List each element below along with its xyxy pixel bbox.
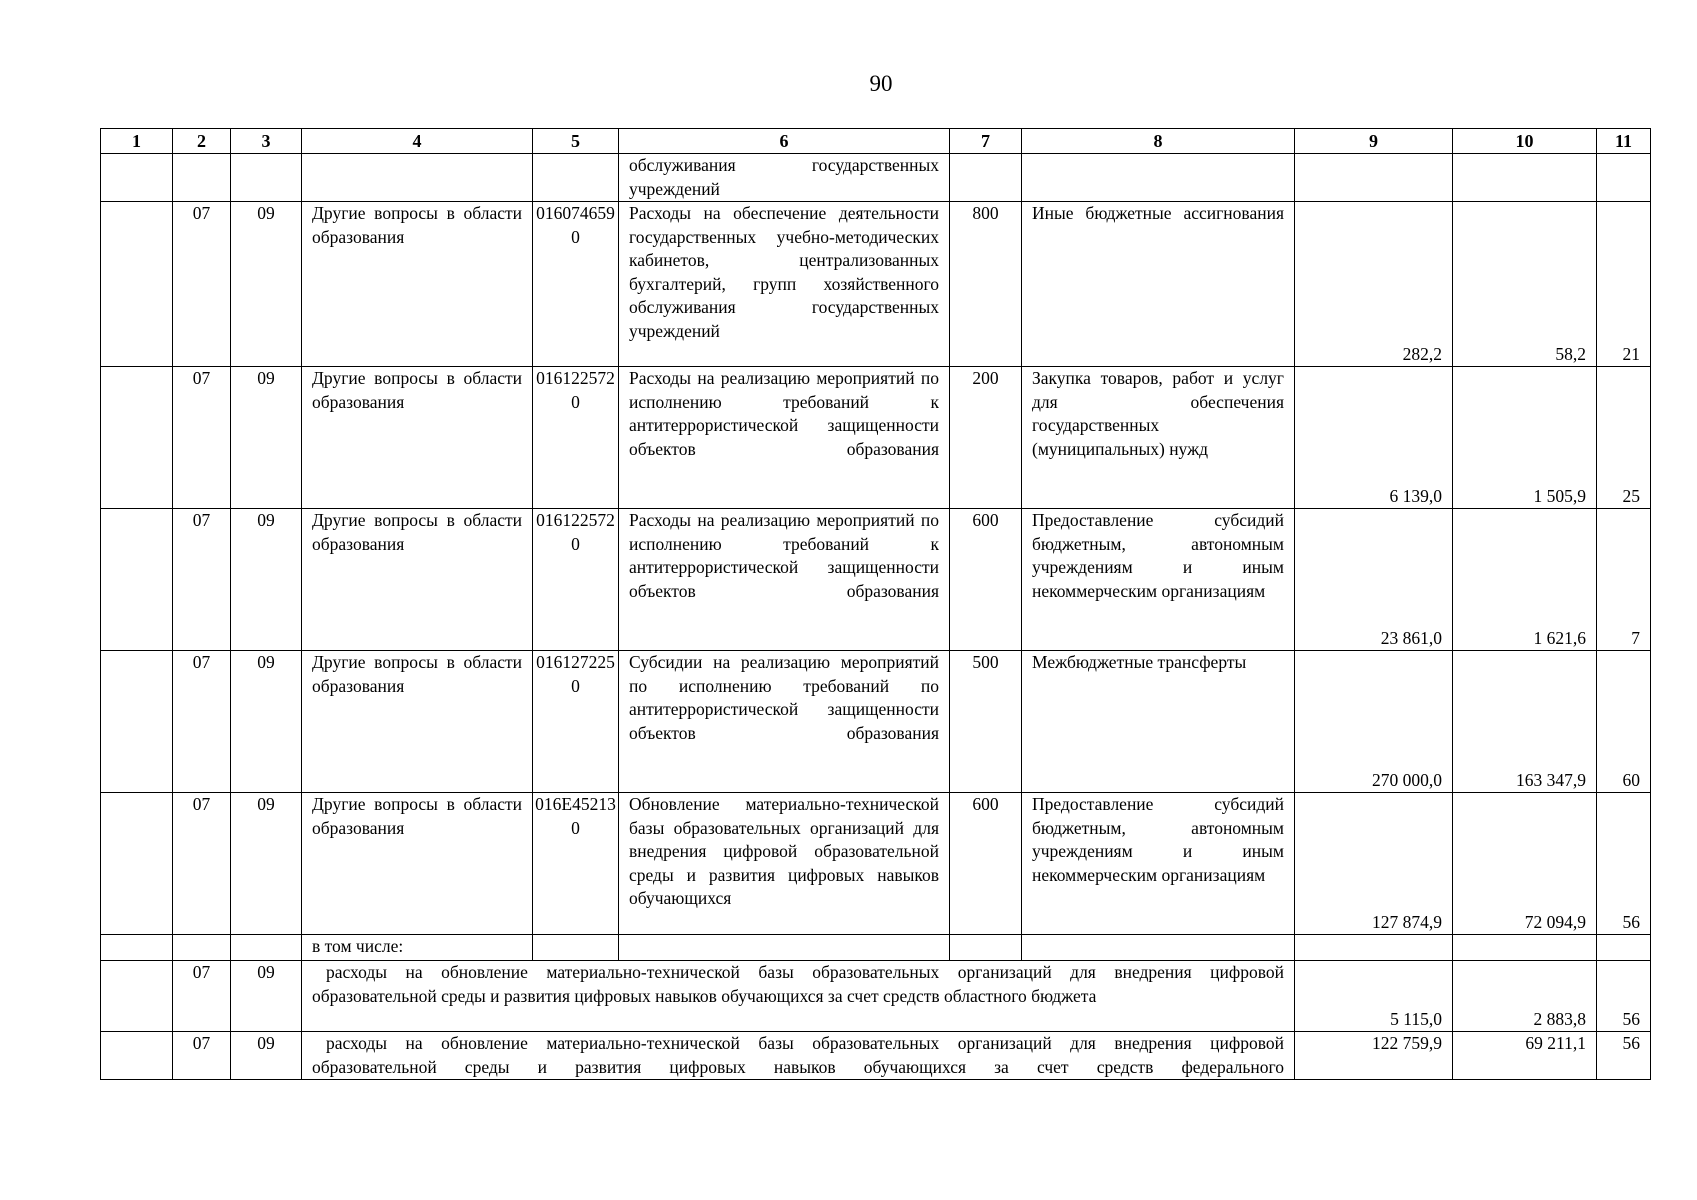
amount-executed: 1 505,9 bbox=[1453, 367, 1597, 509]
table-row-detail bbox=[101, 1032, 1651, 1080]
expense-type-code: 600 bbox=[950, 793, 1022, 935]
subsection-code: 09 bbox=[231, 202, 302, 367]
table-row bbox=[101, 509, 1651, 651]
header-cell: 6 bbox=[619, 129, 950, 154]
subheading-label: в том числе: bbox=[302, 935, 533, 961]
amount-executed: 72 094,9 bbox=[1453, 793, 1597, 935]
expense-type-code: 200 bbox=[950, 367, 1022, 509]
percent-executed: 56 bbox=[1597, 1032, 1651, 1080]
expense-description: Расходы на реализацию мероприятий по исполнению требований к антитеррористической защищенности объектов образования bbox=[619, 367, 950, 509]
header-cell: 1 bbox=[101, 129, 173, 154]
expense-description: Обновление материально-технической базы образовательных организаций для внедрения цифровой образовательной среды и развития цифровых навыков обучающихся bbox=[619, 793, 950, 935]
target-article-code: 0160746590 bbox=[533, 202, 619, 367]
header-cell: 7 bbox=[950, 129, 1022, 154]
subsection-code: 09 bbox=[231, 651, 302, 793]
table-header-row bbox=[101, 129, 1651, 154]
target-article-code: 016E452130 bbox=[533, 793, 619, 935]
percent-executed: 56 bbox=[1597, 961, 1651, 1032]
detail-description: расходы на обновление материально-технической базы образовательных организаций для внедрения цифровой образовательной среды и развития цифровых навыков обучающихся за счет средств областного бюджета bbox=[302, 961, 1295, 1032]
expense-type-name: Межбюджетные трансферты bbox=[1022, 651, 1295, 793]
amount-executed: 58,2 bbox=[1453, 202, 1597, 367]
expense-type-code: 800 bbox=[950, 202, 1022, 367]
amount-executed: 2 883,8 bbox=[1453, 961, 1597, 1032]
detail-description: расходы на обновление материально-технической базы образовательных организаций для внедрения цифровой образовательной среды и развития цифровых навыков обучающихся за счет средств федерального bbox=[302, 1032, 1295, 1080]
page-number: 90 bbox=[869, 71, 893, 96]
section-name: Другие вопросы в области образования bbox=[302, 509, 533, 651]
table-row bbox=[101, 202, 1651, 367]
section-code: 07 bbox=[173, 1032, 231, 1080]
expense-type-name: Предоставление субсидий бюджетным, автономным учреждениям и иным некоммерческим организациям bbox=[1022, 509, 1295, 651]
amount-executed: 1 621,6 bbox=[1453, 509, 1597, 651]
header-cell: 10 bbox=[1453, 129, 1597, 154]
expense-type-name: Иные бюджетные ассигнования bbox=[1022, 202, 1295, 367]
section-code: 07 bbox=[173, 202, 231, 367]
section-code: 07 bbox=[173, 651, 231, 793]
subsection-code: 09 bbox=[231, 1032, 302, 1080]
amount-planned: 5 115,0 bbox=[1295, 961, 1453, 1032]
amount-executed: 69 211,1 bbox=[1453, 1032, 1597, 1080]
percent-executed: 7 bbox=[1597, 509, 1651, 651]
expense-description: Субсидии на реализацию мероприятий по исполнению требований по антитеррористической защищенности объектов образования bbox=[619, 651, 950, 793]
percent-executed: 56 bbox=[1597, 793, 1651, 935]
table-row-continuation bbox=[101, 154, 1651, 202]
expense-type-name: Предоставление субсидий бюджетным, автономным учреждениям и иным некоммерческим организациям bbox=[1022, 793, 1295, 935]
section-name: Другие вопросы в области образования bbox=[302, 202, 533, 367]
expense-description: Расходы на реализацию мероприятий по исполнению требований к антитеррористической защищенности объектов образования bbox=[619, 509, 950, 651]
percent-executed: 60 bbox=[1597, 651, 1651, 793]
amount-planned: 127 874,9 bbox=[1295, 793, 1453, 935]
subsection-code: 09 bbox=[231, 961, 302, 1032]
target-article-code: 0161272250 bbox=[533, 651, 619, 793]
amount-executed: 163 347,9 bbox=[1453, 651, 1597, 793]
amount-planned: 270 000,0 bbox=[1295, 651, 1453, 793]
section-name: Другие вопросы в области образования bbox=[302, 367, 533, 509]
expense-description: Расходы на обеспечение деятельности государственных учебно-методических кабинетов, централизованных бухгалтерий, групп хозяйственного обслуживания государственных учреждений bbox=[619, 202, 950, 367]
header-cell: 3 bbox=[231, 129, 302, 154]
target-article-code: 0161225720 bbox=[533, 367, 619, 509]
header-cell: 8 bbox=[1022, 129, 1295, 154]
target-article-code: 0161225720 bbox=[533, 509, 619, 651]
subsection-code: 09 bbox=[231, 367, 302, 509]
header-cell: 4 bbox=[302, 129, 533, 154]
section-code: 07 bbox=[173, 367, 231, 509]
section-code: 07 bbox=[173, 509, 231, 651]
expense-description: обслуживания государственных учреждений bbox=[619, 154, 950, 202]
amount-planned: 23 861,0 bbox=[1295, 509, 1453, 651]
table-row-subheading bbox=[101, 935, 1651, 961]
budget-table bbox=[100, 128, 1651, 1080]
table-row bbox=[101, 793, 1651, 935]
amount-planned: 282,2 bbox=[1295, 202, 1453, 367]
header-cell: 9 bbox=[1295, 129, 1453, 154]
section-name: Другие вопросы в области образования bbox=[302, 793, 533, 935]
subsection-code: 09 bbox=[231, 509, 302, 651]
amount-planned: 122 759,9 bbox=[1295, 1032, 1453, 1080]
table-row-detail bbox=[101, 961, 1651, 1032]
expense-type-code: 600 bbox=[950, 509, 1022, 651]
subsection-code: 09 bbox=[231, 793, 302, 935]
section-code: 07 bbox=[173, 793, 231, 935]
percent-executed: 25 bbox=[1597, 367, 1651, 509]
section-code: 07 bbox=[173, 961, 231, 1032]
expense-type-code: 500 bbox=[950, 651, 1022, 793]
percent-executed: 21 bbox=[1597, 202, 1651, 367]
table-row bbox=[101, 367, 1651, 509]
amount-planned: 6 139,0 bbox=[1295, 367, 1453, 509]
header-cell: 11 bbox=[1597, 129, 1651, 154]
table-row bbox=[101, 651, 1651, 793]
header-cell: 2 bbox=[173, 129, 231, 154]
section-name: Другие вопросы в области образования bbox=[302, 651, 533, 793]
expense-type-name: Закупка товаров, работ и услуг для обеспечения государственных (муниципальных) нужд bbox=[1022, 367, 1295, 509]
header-cell: 5 bbox=[533, 129, 619, 154]
